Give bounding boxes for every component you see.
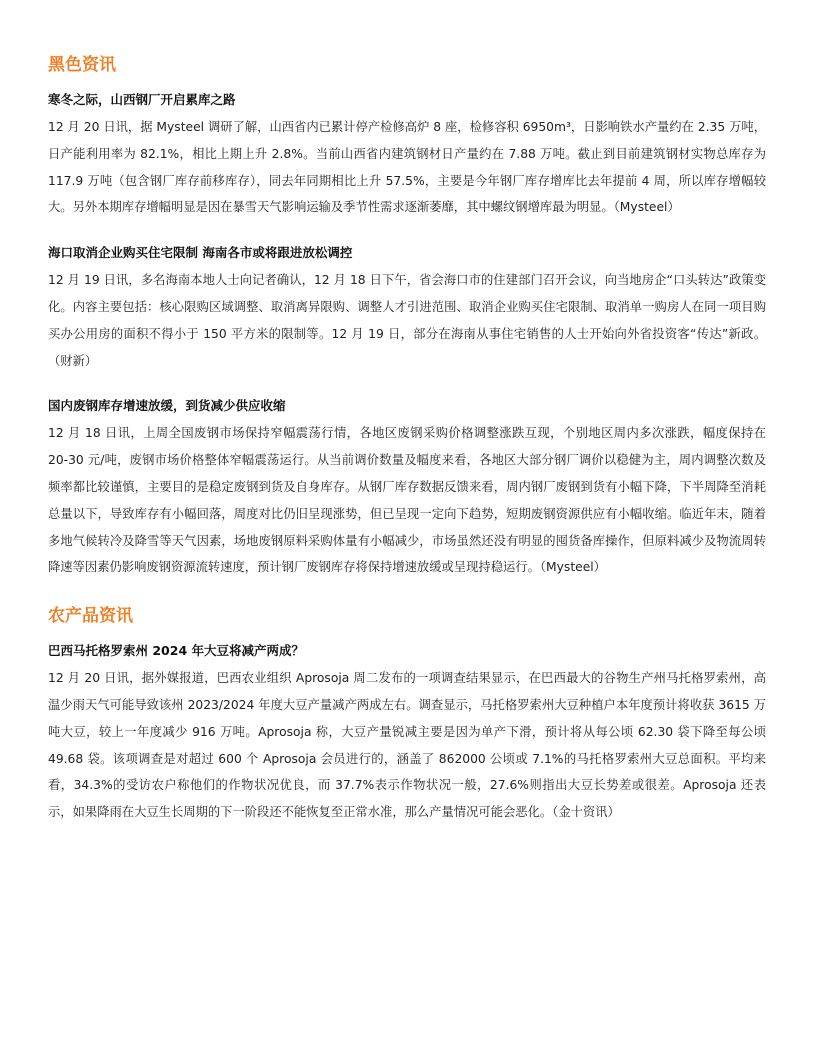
article-body: 12 月 20 日讯，据 Mysteel 调研了解，山西省内已累计停产检修高炉 8 座，检修容积 6950m³，日影响铁水产量约在 2.35 万吨，日产能利用率为 82.1%，相比上期上升 2.8%。当前山西省内建筑钢材日产量约在 7.88 万吨。截止到目前建筑钢材实物总库存为 117.9 万吨（包含钢厂库存前移库存），同去年同期相比上升 57.5%，主要是今年钢厂库存增库比去年提前 4 周，所以库存增幅较大。另外本期库存增幅明显是因在暴雪天气影响运输及季节性需求逐渐萎靡，其中螺纹钢增库最为明显。（Mysteel）	[48, 120, 766, 215]
news-article	[48, 243, 768, 374]
article-title: 国内废钢库存增速放缓，到货减少供应收缩	[48, 398, 286, 414]
news-article	[48, 90, 768, 221]
article-title: 海口取消企业购买住宅限制 海南各市或将跟进放松调控	[48, 245, 353, 261]
news-article	[48, 396, 768, 581]
section-agri-news	[48, 603, 768, 826]
news-article	[48, 641, 768, 826]
article-body: 12 月 18 日讯，上周全国废钢市场保持窄幅震荡行情，各地区废钢采购价格调整涨跌互现，个别地区周内多次涨跌，幅度保持在 20-30 元/吨，废钢市场价格整体窄幅震荡运行。从当前调价数量及幅度来看，各地区大部分钢厂调价以稳健为主，周内调整次数及频率都比较谨慎，主要目的是稳定废钢到货及自身库存。从钢厂库存数据反馈来看，周内钢厂废钢到货有小幅下降，下半周降至消耗总量以下，导致库存有小幅回落，周度对比仍旧呈现涨势，但已呈现一定向下趋势，短期废钢资源供应有小幅收缩。临近年末，随着多地气候转冷及降雪等天气因素，场地废钢原料采购体量有小幅减少，市场虽然还没有明显的囤货备库操作，但原料减少及物流周转降速等因素仍影响废钢资源流转速度，预计钢厂废钢库存将保持增速放缓或呈现持稳运行。（Mysteel）	[48, 426, 766, 575]
section-title: 农产品资讯	[48, 606, 133, 627]
article-title: 巴西马托格罗索州 2024 年大豆将减产两成？	[48, 643, 304, 659]
news-page	[48, 52, 768, 848]
section-title: 黑色资讯	[48, 55, 116, 75]
article-body: 12 月 20 日讯，据外媒报道，巴西农业组织 Aprosoja 周二发布的一项调查结果显示，在巴西最大的谷物生产州马托格罗索州，高温少雨天气可能导致该州 2023/2024 年度大豆产量减产两成左右。调查显示，马托格罗索州大豆种植户本年度预计将收获 3615 万吨大豆，较上一年度减少 916 万吨。Aprosoja 称，大豆产量锐减主要是因为单产下滑，预计将从每公顷 62.30 袋下降至每公顷 49.68 袋。该项调查是对超过 600 个 Aprosoja 会员进行的，涵盖了 862000 公顷或 7.1%的马托格罗索州大豆总面积。平均来看，34.3%的受访农户称他们的作物状况优良，而 37.7%表示作物状况一般，27.6%则指出大豆长势差或很差。Aprosoja 还表示，如果降雨在大豆生长周期的下一阶段还不能恢复至正常水准，那么产量情况可能会恶化。（金十资讯）	[48, 671, 766, 820]
article-title: 寒冬之际，山西钢厂开启累库之路	[48, 92, 236, 107]
article-body: 12 月 19 日讯，多名海南本地人士向记者确认，12 月 18 日下午，省会海口市的住建部门召开会议，向当地房企“口头转达”政策变化。内容主要包括：核心限购区域调整、取消离异限购、调整人才引进范围、取消企业购买住宅限制、取消单一购房人在同一项目购买办公用房的面积不得小于 150 平方米的限制等。12 月 19 日，部分在海南从事住宅销售的人士开始向外省投资客“传达”新政。（财新）	[48, 273, 766, 368]
section-black-news	[48, 52, 768, 581]
